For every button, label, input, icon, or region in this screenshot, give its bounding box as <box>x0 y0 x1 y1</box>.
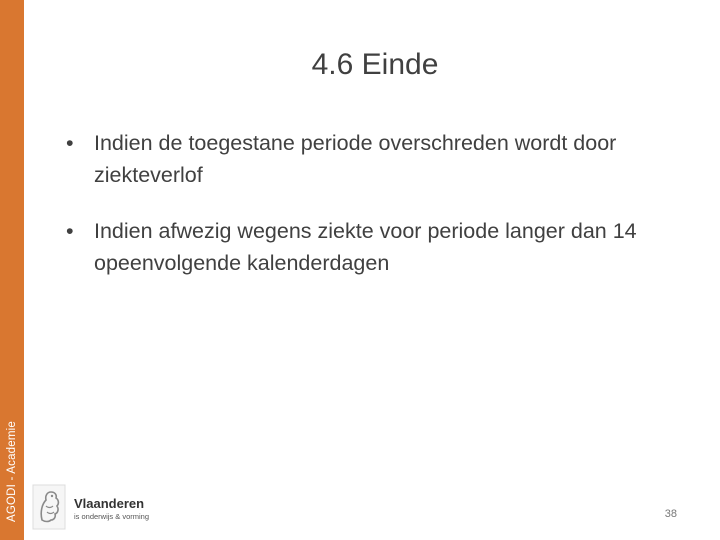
page-number: 38 <box>664 508 677 520</box>
bullet-list <box>64 127 694 303</box>
flemish-lion-icon <box>32 484 66 530</box>
bullet-item <box>64 215 694 279</box>
bullet-item <box>64 127 694 191</box>
logo-subtitle: is onderwijs & vorming <box>74 512 150 521</box>
bullet-text: Indien afwezig wegens ziekte voor periode langer dan 14 opeenvolgende kalenderdagen <box>94 219 637 275</box>
sidebar-label: AGODI - Academie <box>6 421 18 522</box>
vlaanderen-logo <box>32 484 182 532</box>
bullet-text: Indien de toegestane periode overschreden wordt door ziekteverlof <box>94 131 617 187</box>
bullet-marker: • <box>66 131 74 155</box>
bullet-marker: • <box>66 219 74 243</box>
slide-title: 4.6 Einde <box>311 48 439 81</box>
sidebar <box>0 0 24 540</box>
logo-name: Vlaanderen <box>74 496 145 511</box>
